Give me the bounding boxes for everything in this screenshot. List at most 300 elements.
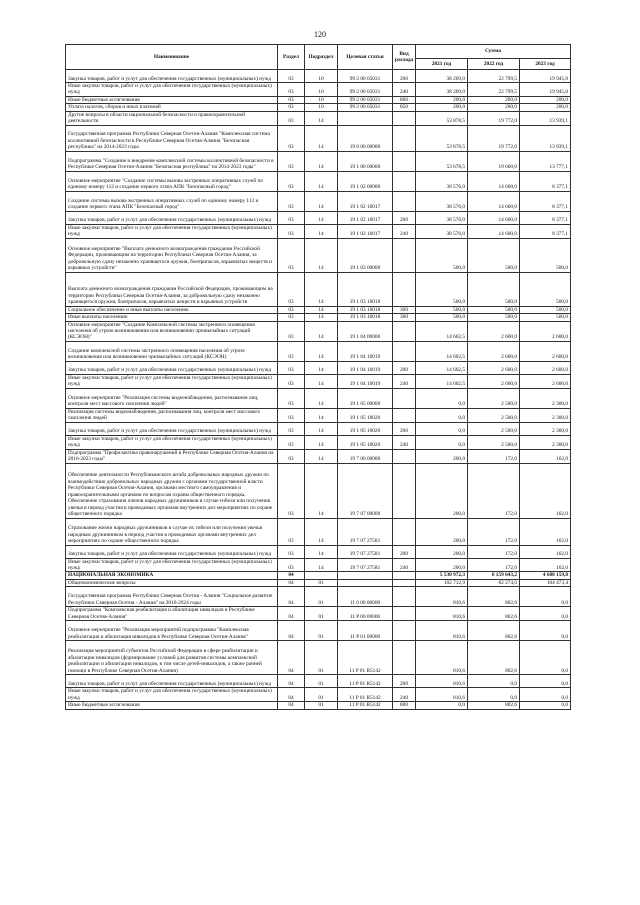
row-vid	[393, 151, 416, 171]
row-sum-2021: 200,0	[416, 518, 468, 545]
row-vid	[393, 125, 416, 151]
row-razdel: 03	[278, 104, 305, 111]
row-sum-2021: 200,0	[416, 558, 468, 572]
row-podrazdel: 14	[305, 361, 338, 374]
row-razdel: 03	[278, 558, 305, 572]
row-sum-2021: 53 878,5	[416, 125, 468, 151]
row-podrazdel: 01	[305, 702, 338, 709]
row-target: 11 P 01 R5142	[338, 641, 393, 675]
row-sum-2023: 4 680 159,8	[520, 572, 571, 579]
row-sum-2021: 0,0	[416, 702, 468, 709]
row-vid	[393, 171, 416, 191]
row-sum-2021: 38 269,0	[416, 83, 468, 97]
row-vid: 200	[393, 422, 416, 435]
row-name: Иные бюджетные ассигнования	[66, 702, 278, 709]
row-name: Создание комплексной системы экстренного оповещения населения об угрозе возникновения или возникновении чрезвычайных ситуаций (КСЭОН)	[66, 341, 278, 361]
row-vid: 200	[393, 211, 416, 224]
row-sum-2022: 172,0	[468, 463, 520, 518]
row-vid: 800	[393, 702, 416, 709]
row-sum-2022: 200,0	[468, 104, 520, 111]
row-vid: 240	[393, 435, 416, 449]
row-sum-2021: 53 878,5	[416, 111, 468, 125]
row-sum-2023: 0,0	[520, 702, 571, 709]
row-vid	[393, 388, 416, 408]
row-target: 19 1 05 00000	[338, 388, 393, 408]
row-sum-2023: 200,0	[520, 104, 571, 111]
row-target: 99 2 00 05031	[338, 104, 393, 111]
row-target: 19 7 00 00000	[338, 449, 393, 463]
table-row	[66, 272, 571, 306]
row-sum-2021: 38 576,0	[416, 191, 468, 211]
row-razdel: 03	[278, 361, 305, 374]
row-sum-2022: 2 600,0	[468, 361, 520, 374]
row-name: Основное мероприятие "Создание Комплексной системы экстренного оповещения населения об угрозе возникновения или возникновении чрезвычайных ситуаций (КСЭОН)"	[66, 321, 278, 341]
header-vid: Вид расхода	[393, 45, 416, 70]
table-row	[66, 96, 571, 103]
row-target: 19 1 04 10019	[338, 374, 393, 388]
row-razdel: 04	[278, 607, 305, 621]
table-row	[66, 211, 571, 224]
row-name: Закупка товаров, работ и услуг для обеспечения государственных (муниципальных) нужд	[66, 675, 278, 688]
row-name: Государственная программа Республики Северная Осетия-Алания "Комплексная система коллективной безопасности в Республике Северная Осетия-Алания "Безопасная республика" на 2014-2023 годы	[66, 125, 278, 151]
row-razdel: 03	[278, 224, 305, 238]
row-sum-2023: 2 300,0	[520, 435, 571, 449]
table-row	[66, 408, 571, 422]
row-name: Другие вопросы в области национальной безопасности и правоохранительной деятельности	[66, 111, 278, 125]
row-sum-2022: 500,0	[468, 272, 520, 306]
row-podrazdel: 14	[305, 125, 338, 151]
row-target: 19 1 03 10018	[338, 306, 393, 313]
row-sum-2021: 810,6	[416, 607, 468, 621]
row-target	[338, 111, 393, 125]
row-sum-2023: 0,0	[520, 607, 571, 621]
row-vid: 800	[393, 96, 416, 103]
row-razdel: 04	[278, 641, 305, 675]
row-target: 99 2 00 05031	[338, 96, 393, 103]
row-podrazdel: 14	[305, 374, 338, 388]
row-sum-2023: 8 377,1	[520, 224, 571, 238]
row-target: 19 1 04 00000	[338, 321, 393, 341]
row-vid	[393, 607, 416, 621]
row-sum-2022: 6 159 643,2	[468, 572, 520, 579]
row-target: 19 0 00 00000	[338, 125, 393, 151]
row-podrazdel: 14	[305, 238, 338, 272]
row-sum-2022: 172,0	[468, 558, 520, 572]
table-row	[66, 675, 571, 688]
row-sum-2023: 0,0	[520, 621, 571, 641]
table-row	[66, 607, 571, 621]
row-target: 19 1 02 10017	[338, 211, 393, 224]
row-podrazdel: 14	[305, 272, 338, 306]
row-name: Выплата денежного вознаграждения гражданам Российской Федерации, проживающим на территории Республики Северная Осетия-Алания, за добровольную сдачу незаконно хранящегося оружия, боеприпасов, взрывчатых веществ и взрывных устройств	[66, 272, 278, 306]
row-sum-2023: 500,0	[520, 306, 571, 313]
row-name: Закупка товаров, работ и услуг для обеспечения государственных (муниципальных) нужд	[66, 361, 278, 374]
row-sum-2023: 104 473,4	[520, 579, 571, 586]
row-razdel: 03	[278, 314, 305, 321]
row-razdel: 03	[278, 96, 305, 103]
row-sum-2023: 2 300,0	[520, 408, 571, 422]
row-sum-2022: 22 799,5	[468, 83, 520, 97]
row-vid	[393, 408, 416, 422]
row-sum-2023: 2 600,0	[520, 374, 571, 388]
row-sum-2022: 500,0	[468, 306, 520, 313]
row-sum-2021: 200,0	[416, 463, 468, 518]
row-vid	[393, 572, 416, 579]
row-sum-2021: 200,0	[416, 449, 468, 463]
table-row	[66, 374, 571, 388]
header-razdel: Раздел	[278, 45, 305, 70]
row-vid	[393, 191, 416, 211]
row-target: 19 1 05 10020	[338, 435, 393, 449]
table-row	[66, 587, 571, 607]
row-sum-2022: 2 500,0	[468, 408, 520, 422]
row-razdel: 04	[278, 621, 305, 641]
row-podrazdel: 14	[305, 191, 338, 211]
row-sum-2022: 14 600,0	[468, 171, 520, 191]
row-podrazdel: 14	[305, 518, 338, 545]
row-razdel: 03	[278, 83, 305, 97]
row-razdel: 03	[278, 238, 305, 272]
row-sum-2023: 13 777,1	[520, 151, 571, 171]
row-vid: 240	[393, 558, 416, 572]
row-target: 19 1 04 10019	[338, 361, 393, 374]
table-row	[66, 314, 571, 321]
header-name: Наименование	[66, 45, 278, 70]
budget-table	[65, 44, 571, 710]
row-sum-2021: 0,0	[416, 388, 468, 408]
row-target: 99 2 00 05031	[338, 83, 393, 97]
row-sum-2022: 500,0	[468, 314, 520, 321]
row-sum-2021: 810,6	[416, 587, 468, 607]
row-sum-2023: 500,0	[520, 314, 571, 321]
row-target: 19 1 05 10020	[338, 422, 393, 435]
row-sum-2021: 38 576,0	[416, 171, 468, 191]
row-sum-2021: 810,6	[416, 688, 468, 702]
row-podrazdel: 14	[305, 422, 338, 435]
row-sum-2021: 5 530 972,3	[416, 572, 468, 579]
row-razdel: 03	[278, 111, 305, 125]
row-podrazdel: 14	[305, 171, 338, 191]
row-target: 11 P 01 00000	[338, 621, 393, 641]
row-name: Социальное обеспечение и иные выплаты населению	[66, 306, 278, 313]
row-sum-2023: 162,0	[520, 518, 571, 545]
row-podrazdel: 01	[305, 675, 338, 688]
row-target: 11 P 01 R5142	[338, 702, 393, 709]
row-sum-2022: 2 600,0	[468, 341, 520, 361]
row-razdel: 03	[278, 545, 305, 558]
row-sum-2022: 802,6	[468, 587, 520, 607]
row-razdel: 03	[278, 125, 305, 151]
row-sum-2021: 500,0	[416, 314, 468, 321]
row-vid	[393, 238, 416, 272]
table-row	[66, 388, 571, 408]
row-vid	[393, 321, 416, 341]
row-sum-2022: 22 799,5	[468, 70, 520, 83]
row-name: Подпрограмма "Комплексная реабилитация и абилитация инвалидов в Республике Северная Осетия-Алания"	[66, 607, 278, 621]
row-sum-2023: 2 600,0	[520, 341, 571, 361]
row-razdel: 03	[278, 463, 305, 518]
row-razdel: 03	[278, 388, 305, 408]
row-sum-2022: 19 600,0	[468, 151, 520, 171]
row-podrazdel: 14	[305, 408, 338, 422]
row-name: Основное мероприятие "Выплата денежного вознаграждения гражданам Российской Федерации, проживающим на территории Республики Северная Осетия-Алания, за добровольную сдачу незаконно хранящегося оружия, боеприпасов, взрывчатых веществ и взрывных устройств"	[66, 238, 278, 272]
row-target: 19 7 07 27581	[338, 558, 393, 572]
row-podrazdel: 01	[305, 587, 338, 607]
row-sum-2021: 102 712,9	[416, 579, 468, 586]
row-razdel: 04	[278, 587, 305, 607]
row-razdel: 04	[278, 572, 305, 579]
row-podrazdel: 14	[305, 314, 338, 321]
row-name: Основное мероприятие "Реализация системы видеонаблюдения, распознавания лиц, контроля мест массового скопления людей"	[66, 388, 278, 408]
row-vid: 240	[393, 83, 416, 97]
row-sum-2023: 500,0	[520, 238, 571, 272]
row-sum-2021: 14 602,5	[416, 374, 468, 388]
row-target: 19 1 02 10017	[338, 191, 393, 211]
row-podrazdel: 14	[305, 463, 338, 518]
row-podrazdel: 14	[305, 388, 338, 408]
row-sum-2021: 500,0	[416, 238, 468, 272]
row-sum-2022: 14 600,0	[468, 224, 520, 238]
row-vid	[393, 579, 416, 586]
row-sum-2021: 810,6	[416, 675, 468, 688]
row-razdel: 04	[278, 675, 305, 688]
row-sum-2022: 2 600,0	[468, 374, 520, 388]
row-sum-2021: 0,0	[416, 422, 468, 435]
table-row	[66, 111, 571, 125]
row-vid	[393, 518, 416, 545]
row-vid: 360	[393, 314, 416, 321]
row-sum-2023: 0,0	[520, 587, 571, 607]
row-name: НАЦИОНАЛЬНАЯ ЭКОНОМИКА	[66, 572, 278, 579]
row-sum-2021: 500,0	[416, 306, 468, 313]
row-podrazdel: 10	[305, 70, 338, 83]
row-sum-2021: 38 576,0	[416, 224, 468, 238]
row-sum-2022: 2 500,0	[468, 388, 520, 408]
row-razdel: 03	[278, 422, 305, 435]
row-razdel: 03	[278, 272, 305, 306]
row-razdel: 03	[278, 306, 305, 313]
table-row	[66, 306, 571, 313]
row-vid	[393, 272, 416, 306]
row-name: Создание системы вызова экстренных оперативных служб по единому номеру 112 и создание первого этапа АПК "Безопасный город"	[66, 191, 278, 211]
row-sum-2023: 0,0	[520, 675, 571, 688]
row-sum-2022: 2 500,0	[468, 435, 520, 449]
table-row	[66, 435, 571, 449]
table-row	[66, 449, 571, 463]
row-razdel: 04	[278, 579, 305, 586]
row-name: Основное мероприятие "Реализация мероприятий подпрограммы "Комплексная реабилитация и абилитация инвалидов в Республике Северная Осетия-Алания"	[66, 621, 278, 641]
table-row	[66, 125, 571, 151]
row-vid: 240	[393, 224, 416, 238]
row-name: Иные бюджетные ассигнования	[66, 96, 278, 103]
row-sum-2021: 200,0	[416, 96, 468, 103]
row-name: Закупка товаров, работ и услуг для обеспечения государственных (муниципальных) нужд	[66, 422, 278, 435]
row-razdel: 04	[278, 702, 305, 709]
row-name: Закупка товаров, работ и услуг для обеспечения государственных (муниципальных) нужд	[66, 70, 278, 83]
row-name: Закупка товаров, работ и услуг для обеспечения государственных (муниципальных) нужд	[66, 545, 278, 558]
row-name: Иные закупки товаров, работ и услуг для обеспечения государственных (муниципальных) нужд	[66, 558, 278, 572]
row-sum-2022: 172,0	[468, 449, 520, 463]
row-sum-2023: 200,0	[520, 96, 571, 103]
row-sum-2023: 19 945,0	[520, 70, 571, 83]
row-podrazdel: 10	[305, 104, 338, 111]
row-name: Реализация мероприятий субъектов Российской Федерации в сфере реабилитации и абилитации инвалидов (формирование условий для развития системы комплексной реабилитации и абилитации инвалидов, в том числе детей-инвалидов, а также ранней помощи в Республике Северная Осетия-Алания)	[66, 641, 278, 675]
row-sum-2021: 0,0	[416, 435, 468, 449]
row-podrazdel: 01	[305, 621, 338, 641]
row-sum-2022: 802,6	[468, 607, 520, 621]
table-row	[66, 321, 571, 341]
row-razdel: 03	[278, 518, 305, 545]
row-sum-2023: 2 300,0	[520, 388, 571, 408]
table-row	[66, 151, 571, 171]
row-sum-2022: 14 600,0	[468, 211, 520, 224]
row-name: Иные закупки товаров, работ и услуг для обеспечения государственных (муниципальных) нужд	[66, 224, 278, 238]
row-name: Обеспечение деятельности Республиканского штаба добровольных народных дружин по взаимодействию добровольных народных дружин с органами государственной власти Республики Северная Осетия-Алания, органами местного самоуправления и правоохранительными органами по вопросам охраны общественного порядка. Обеспечение страхования членов народных дружинников в случае гибели или получения увечья в период участия в проводимых органами внутренних дел мероприятиях по охране общественного порядка	[66, 463, 278, 518]
header-2022: 2022 год	[468, 59, 520, 70]
row-target: 19 1 03 10018	[338, 314, 393, 321]
row-sum-2021: 200,0	[416, 545, 468, 558]
row-name: Иные закупки товаров, работ и услуг для обеспечения государственных (муниципальных) нужд	[66, 83, 278, 97]
row-sum-2022: 802,6	[468, 702, 520, 709]
table-row	[66, 238, 571, 272]
row-sum-2022: 0,0	[468, 688, 520, 702]
row-sum-2022: 2 500,0	[468, 422, 520, 435]
row-podrazdel	[305, 572, 338, 579]
row-vid	[393, 449, 416, 463]
row-sum-2023: 19 945,0	[520, 83, 571, 97]
table-row	[66, 518, 571, 545]
row-podrazdel: 14	[305, 224, 338, 238]
table-row	[66, 558, 571, 572]
row-sum-2021: 810,6	[416, 621, 468, 641]
row-name: Уплата налогов, сборов и иных платежей	[66, 104, 278, 111]
row-name: Иные закупки товаров, работ и услуг для обеспечения государственных (муниципальных) нужд	[66, 688, 278, 702]
row-sum-2021: 14 602,5	[416, 361, 468, 374]
row-vid: 200	[393, 545, 416, 558]
row-target: 19 1 00 00000	[338, 151, 393, 171]
table-row	[66, 422, 571, 435]
row-sum-2022: 200,0	[468, 96, 520, 103]
row-podrazdel: 14	[305, 558, 338, 572]
row-sum-2021: 53 678,5	[416, 151, 468, 171]
row-target: 19 1 02 10017	[338, 224, 393, 238]
row-name: Иные закупки товаров, работ и услуг для обеспечения государственных (муниципальных) нужд	[66, 374, 278, 388]
row-sum-2023: 2 600,0	[520, 321, 571, 341]
row-target: 19 7 07 27581	[338, 545, 393, 558]
row-sum-2021: 0,0	[416, 408, 468, 422]
row-vid	[393, 621, 416, 641]
row-razdel: 03	[278, 171, 305, 191]
row-name: Закупка товаров, работ и услуг для обеспечения государственных (муниципальных) нужд	[66, 211, 278, 224]
table-row	[66, 572, 571, 579]
row-sum-2023: 500,0	[520, 272, 571, 306]
row-podrazdel: 14	[305, 321, 338, 341]
row-podrazdel: 14	[305, 151, 338, 171]
row-sum-2023: 2 600,0	[520, 361, 571, 374]
table-row	[66, 621, 571, 641]
row-podrazdel: 01	[305, 579, 338, 586]
row-podrazdel: 10	[305, 96, 338, 103]
row-podrazdel: 01	[305, 688, 338, 702]
row-target: 19 1 05 10020	[338, 408, 393, 422]
row-sum-2022: 172,0	[468, 545, 520, 558]
row-sum-2023: 162,0	[520, 449, 571, 463]
row-vid	[393, 641, 416, 675]
row-vid: 200	[393, 361, 416, 374]
row-sum-2021: 14 602,5	[416, 341, 468, 361]
row-razdel: 03	[278, 321, 305, 341]
row-name: Иные выплаты населению	[66, 314, 278, 321]
table-row	[66, 545, 571, 558]
row-sum-2021: 500,0	[416, 272, 468, 306]
row-sum-2021: 810,6	[416, 641, 468, 675]
row-razdel: 03	[278, 449, 305, 463]
table-row	[66, 579, 571, 586]
row-name: Основное мероприятие "Создание системы вызова экстренных оперативных служб по единому номеру 112 и создание первого этапа АПК "Безопасный город"	[66, 171, 278, 191]
row-podrazdel: 14	[305, 545, 338, 558]
row-target: 19 1 03 00000	[338, 238, 393, 272]
row-target: 11 P 01 R5142	[338, 688, 393, 702]
row-sum-2022: 500,0	[468, 238, 520, 272]
row-name: Страхование жизни народных дружинников в случае их гибели или получения увечья народным дружинником в период участия в проводимых органами внутренних дел мероприятиях по охране общественного порядка	[66, 518, 278, 545]
row-vid: 240	[393, 374, 416, 388]
row-name: Общеэкономические вопросы	[66, 579, 278, 586]
table-body	[66, 70, 571, 710]
table-row	[66, 191, 571, 211]
row-name: Подпрограмма "Создание и внедрение комплексной системы коллективной безопасности в Республике Северная Осетия-Алания "Безопасная республика" на 2014-2023 годы"	[66, 151, 278, 171]
table-row	[66, 688, 571, 702]
row-razdel: 03	[278, 374, 305, 388]
row-name: Подпрограмма "Профилактика правонарушений в Республике Северная Осетия-Алания на 2016-2023 годы"	[66, 449, 278, 463]
row-sum-2023: 8 377,1	[520, 191, 571, 211]
row-vid: 200	[393, 675, 416, 688]
table-row	[66, 341, 571, 361]
row-podrazdel: 14	[305, 435, 338, 449]
row-podrazdel: 10	[305, 83, 338, 97]
row-podrazdel: 14	[305, 341, 338, 361]
row-sum-2021: 14 602,5	[416, 321, 468, 341]
row-sum-2023: 162,0	[520, 463, 571, 518]
table-row	[66, 702, 571, 709]
row-sum-2021: 38 269,0	[416, 70, 468, 83]
row-target: 19 1 03 10018	[338, 272, 393, 306]
row-razdel: 03	[278, 341, 305, 361]
row-sum-2022: 172,0	[468, 518, 520, 545]
row-sum-2023: 13 939,1	[520, 111, 571, 125]
row-target: 19 7 07 00000	[338, 463, 393, 518]
row-sum-2023: 13 939,1	[520, 125, 571, 151]
row-vid	[393, 463, 416, 518]
row-vid	[393, 111, 416, 125]
table-row	[66, 70, 571, 83]
row-sum-2022: 19 772,0	[468, 111, 520, 125]
row-sum-2022: 802,6	[468, 621, 520, 641]
row-sum-2023: 8 377,1	[520, 171, 571, 191]
row-target: 19 1 04 10019	[338, 341, 393, 361]
row-vid	[393, 587, 416, 607]
row-target	[338, 572, 393, 579]
table-row	[66, 224, 571, 238]
row-vid: 850	[393, 104, 416, 111]
row-razdel: 03	[278, 151, 305, 171]
page-number: 120	[314, 30, 326, 39]
row-sum-2022: 802,6	[468, 641, 520, 675]
header-2021: 2021 год	[416, 59, 468, 70]
row-sum-2023: 8 377,1	[520, 211, 571, 224]
row-sum-2021: 38 576,0	[416, 211, 468, 224]
table-row	[66, 463, 571, 518]
row-podrazdel: 14	[305, 111, 338, 125]
